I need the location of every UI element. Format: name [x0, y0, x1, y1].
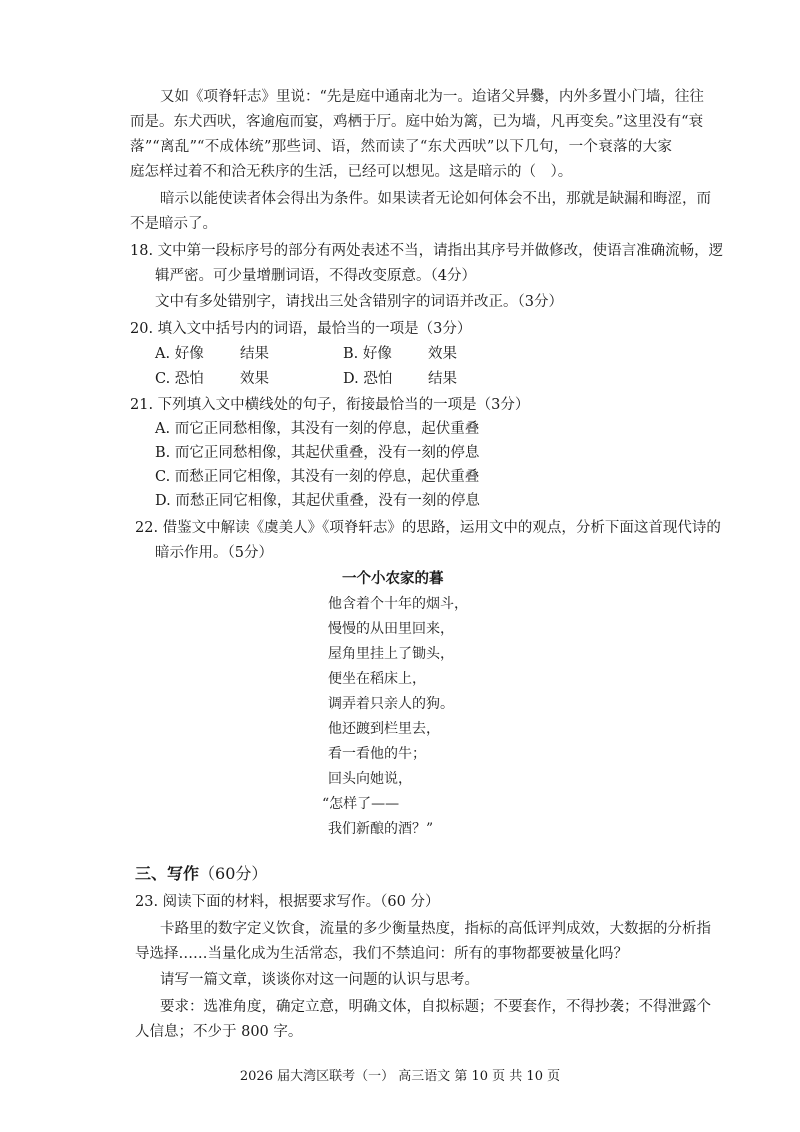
passage-line: 而是。东犬西吠，客逾庖而宴，鸡栖于厅。庭中始为篱，已为墙，凡再变矣。”这里没有“衰: [130, 114, 704, 130]
passage-line: 庭怎样过着不和洽无秩序的生活，已经可以想见。这是暗示的（ ）。: [130, 164, 573, 180]
question-18: 18. 文中第一段标序号的部分有两处表述不当，请指出其序号并做修改，使语言准确流畅，逻: [130, 243, 724, 259]
section-points: （60分）: [199, 864, 268, 883]
option-a: A. 而它正同愁相像，其没有一刻的停息，起伏重叠: [155, 421, 480, 437]
option-b-word: 效果: [428, 346, 457, 362]
question-22: 暗示作用。（5分）: [155, 545, 273, 561]
option-c: C. 恐怕: [155, 371, 204, 387]
section-heading: [135, 863, 267, 885]
option-b: B. 而它正同愁相像，其起伏重叠，没有一刻的停息: [155, 445, 480, 461]
poem-line: 慢慢的从田里回来，: [328, 621, 454, 637]
option-c: C. 而愁正同它相像，其没有一刻的停息，起伏重叠: [155, 469, 480, 485]
question-21-stem: 21. 下列填入文中横线处的句子，衔接最恰当的一项是（3分）: [130, 397, 530, 413]
poem-line: 回头向她说，: [328, 771, 412, 787]
option-a: A. 好像: [155, 346, 204, 362]
question-19: 文中有多处错别字，请找出三处含错别字的词语并改正。（3分）: [155, 294, 563, 310]
material-line: 导选择……当量化成为生活常态，我们不禁追问：所有的事物都要被量化吗？: [135, 946, 628, 962]
option-d: D. 恐怕: [343, 371, 393, 387]
poem-line: 看一看他的牛；: [328, 746, 426, 762]
passage-line: 暗示以能使读者体会得出为条件。如果读者无论如何体会不出，那就是缺漏和晦涩，而: [160, 191, 711, 207]
requirements: 人信息；不少于 800 字。: [135, 1024, 303, 1040]
requirements: 要求：选准角度，确定立意，明确文体，自拟标题；不要套作，不得抄袭；不得泄露个: [160, 999, 711, 1015]
passage-line: 落”“离乱”“不成体统”那些词、语，然而读了“东犬西吠”以下几句，一个衰落的大家: [130, 139, 672, 155]
option-c-word: 效果: [240, 371, 269, 387]
poem-line: “怎样了——: [322, 796, 400, 812]
poem-line: 他还踱到栏里去，: [328, 721, 440, 737]
material-line: 卡路里的数字定义饮食，流量的多少衡量热度，指标的高低评判成效，大数据的分析指: [160, 921, 711, 937]
poem-line: 他含着个十年的烟斗，: [328, 596, 468, 612]
poem-line: 屋角里挂上了锄头，: [328, 646, 454, 662]
poem-line: 便坐在稻床上，: [328, 671, 426, 687]
option-b: B. 好像: [343, 346, 392, 362]
option-d: D. 而愁正同它相像，其起伏重叠，没有一刻的停息: [155, 493, 480, 509]
instruction: 请写一篇文章，谈谈你对这一问题的认识与思考。: [160, 972, 479, 988]
option-a-word: 结果: [240, 346, 269, 362]
poem-line: 调弄着只亲人的狗。: [328, 696, 454, 712]
option-d-word: 结果: [428, 371, 457, 387]
question-22: 22. 借鉴文中解读《虞美人》《项脊轩志》的思路，运用文中的观点，分析下面这首现代诗的: [135, 520, 721, 536]
poem-line: 我们新酿的酒？”: [328, 821, 434, 837]
passage-line: 不是暗示了。: [130, 216, 217, 232]
question-18: 辑严密。可少量增删词语，不得改变原意。（4分）: [155, 268, 476, 284]
page-footer: 2026 届大湾区联考（一） 高三语文 第 10 页 共 10 页: [239, 1069, 561, 1084]
section-label: 三、写作: [135, 864, 200, 883]
question-23-stem: 23. 阅读下面的材料，根据要求写作。（60 分）: [135, 894, 440, 910]
poem-title: 一个小农家的暮: [342, 570, 444, 587]
passage-line: 又如《项脊轩志》里说：“先是庭中通南北为一。迨诸父异爨，内外多置小门墙，往往: [160, 89, 704, 105]
question-20-stem: 20. 填入文中括号内的词语，最恰当的一项是（3分）: [130, 321, 472, 337]
